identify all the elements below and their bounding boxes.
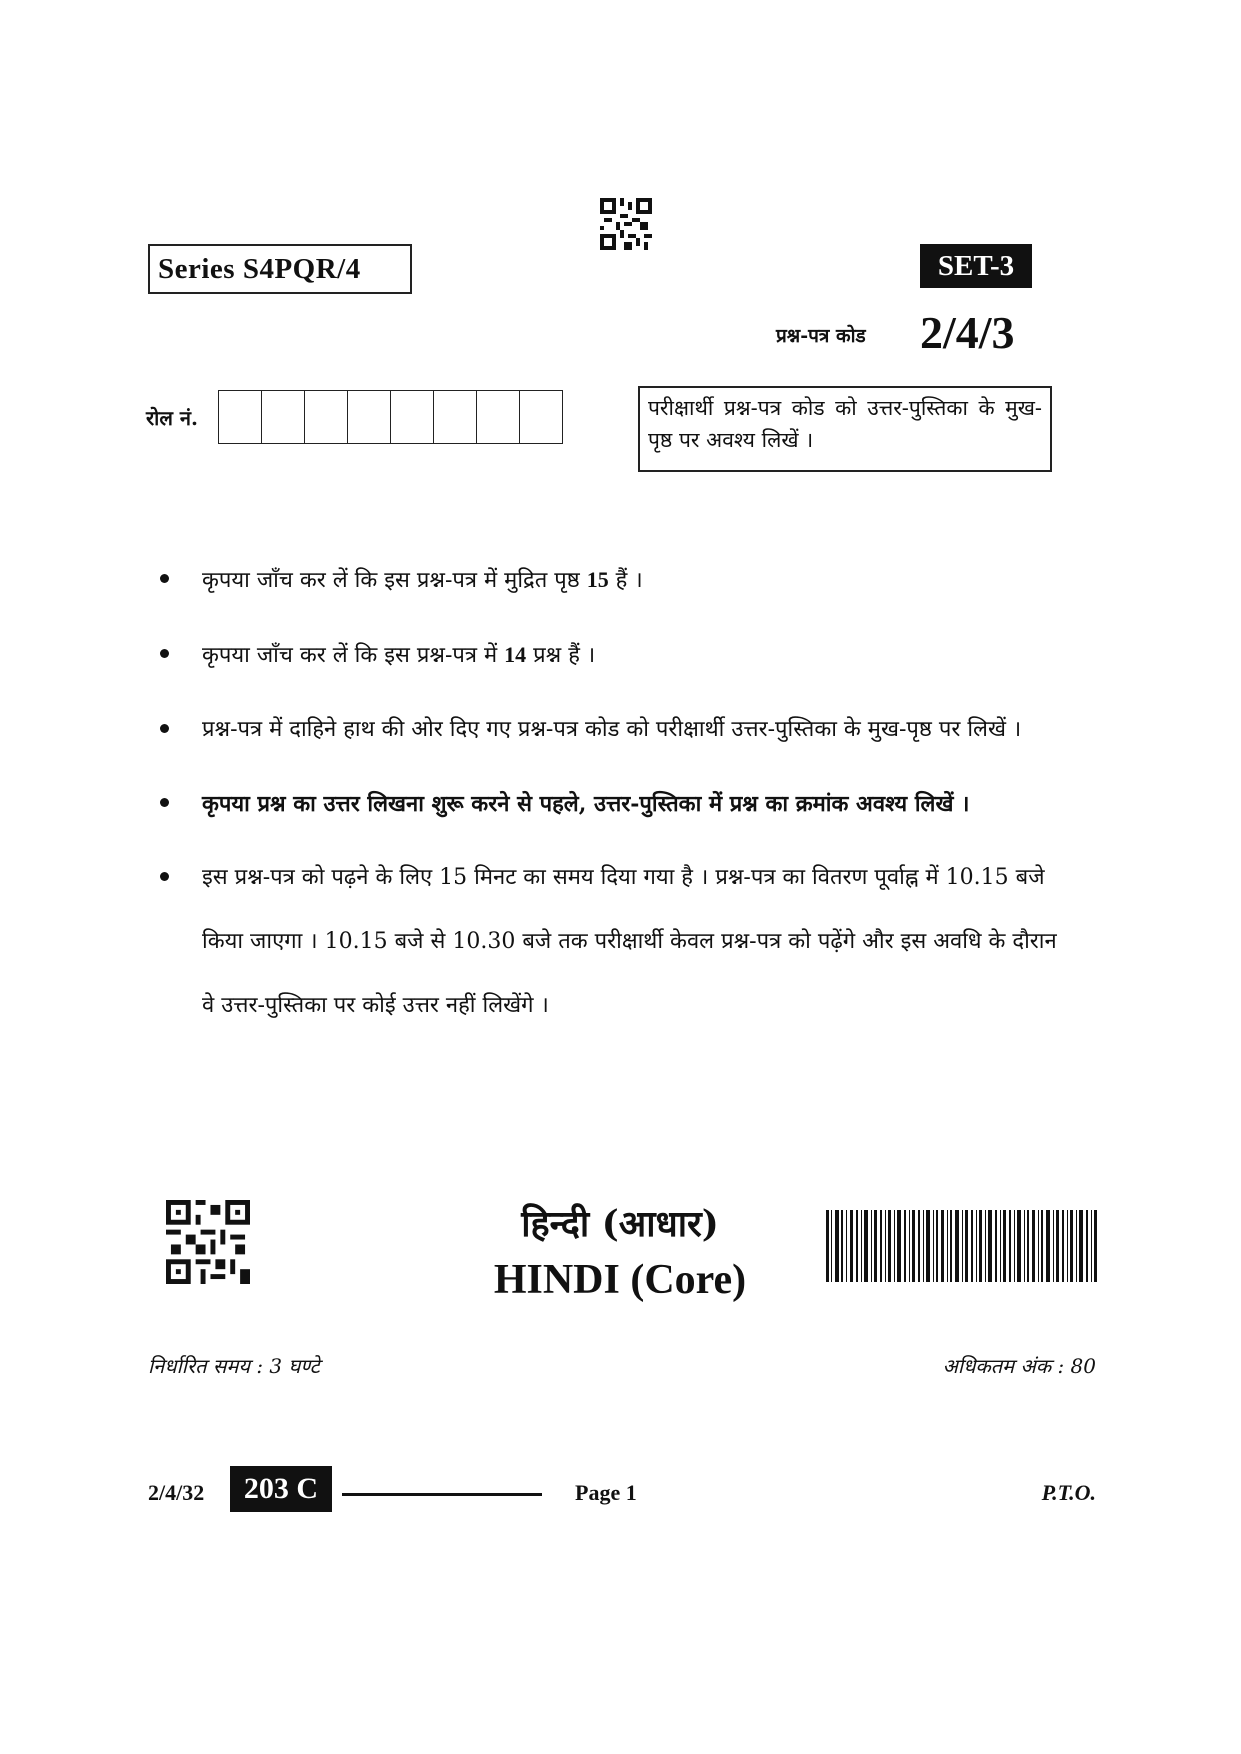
pto-label: P.T.O. bbox=[1041, 1480, 1096, 1505]
instruction-text: इस प्रश्न-पत्र को पढ़ने के लिए 15 मिनट का समय दिया गया है । प्रश्न-पत्र का वितरण पूर्वाह्न में 10.15 बजे किया जाएगा । 10.15 बजे से 10.30 बजे तक परीक्षार्थी केवल प्रश्न-पत्र को पढ़ेंगे और इस अवधि के दौरान वे उत्तर-पुस्तिका पर कोई उत्तर नहीं लिखेंगे । bbox=[202, 865, 1057, 1018]
qr-code-icon bbox=[166, 1200, 250, 1284]
subject-title-hindi: हिन्दी (आधार) bbox=[521, 1203, 719, 1245]
instruction-item bbox=[160, 548, 1075, 613]
instruction-item bbox=[160, 698, 1075, 762]
roll-digit-box[interactable] bbox=[262, 391, 305, 443]
bullet-icon bbox=[160, 872, 169, 881]
paper-code-note: परीक्षार्थी प्रश्न-पत्र कोड को उत्तर-पुस्तिका के मुख-पृष्ठ पर अवश्य लिखें । bbox=[638, 386, 1052, 472]
instruction-text: कृपया जाँच कर लें कि इस प्रश्न-पत्र में bbox=[202, 643, 505, 668]
roll-digit-box[interactable] bbox=[434, 391, 477, 443]
max-marks: अधिकतम अंक : 80 bbox=[942, 1354, 1096, 1378]
paper-code-label: प्रश्न-पत्र कोड bbox=[776, 325, 866, 347]
barcode-icon bbox=[826, 1210, 1098, 1282]
instruction-item bbox=[160, 772, 1075, 836]
instruction-text: कृपया जाँच कर लें कि इस प्रश्न-पत्र में मुद्रित पृष्ठ bbox=[202, 568, 587, 593]
footer-badge: 203 C bbox=[230, 1466, 332, 1512]
bullet-icon bbox=[160, 574, 169, 583]
roll-digit-box[interactable] bbox=[305, 391, 348, 443]
instruction-item bbox=[160, 846, 1075, 1038]
instruction-text: प्रश्न-पत्र में दाहिने हाथ की ओर दिए गए प्रश्न-पत्र कोड को परीक्षार्थी उत्तर-पुस्तिका के मुख-पृष्ठ पर लिखें । bbox=[202, 717, 1022, 742]
bullet-icon bbox=[160, 724, 169, 733]
page-count: 15 bbox=[586, 567, 609, 592]
time-allowed: निर्धारित समय : 3 घण्टे bbox=[148, 1354, 320, 1378]
page-number: Page 1 bbox=[575, 1480, 637, 1505]
instructions-list bbox=[160, 548, 1075, 1038]
roll-number-label: रोल नं. bbox=[146, 406, 198, 430]
roll-digit-box[interactable] bbox=[520, 391, 562, 443]
footer-code: 2/4/32 bbox=[148, 1480, 205, 1505]
subject-title-english: HINDI (Core) bbox=[493, 1257, 747, 1303]
qr-code-top-icon bbox=[600, 198, 652, 250]
series-label: Series S4PQR/4 bbox=[148, 244, 412, 294]
paper-code-value: 2/4/3 bbox=[920, 307, 1015, 358]
bullet-icon bbox=[160, 649, 169, 658]
instruction-text: हैं । bbox=[608, 568, 643, 593]
roll-number-boxes[interactable] bbox=[218, 390, 563, 444]
instruction-text: प्रश्न हैं । bbox=[526, 643, 596, 668]
roll-digit-box[interactable] bbox=[391, 391, 434, 443]
roll-digit-box[interactable] bbox=[219, 391, 262, 443]
bullet-icon bbox=[160, 798, 169, 807]
roll-digit-box[interactable] bbox=[348, 391, 391, 443]
instruction-text: कृपया प्रश्न का उत्तर लिखना शुरू करने से पहले, उत्तर-पुस्तिका में प्रश्न का क्रमांक अवश्य लिखें । bbox=[202, 791, 970, 817]
footer-divider bbox=[342, 1493, 542, 1496]
instruction-item bbox=[160, 623, 1075, 688]
set-badge: SET-3 bbox=[920, 244, 1032, 288]
roll-digit-box[interactable] bbox=[477, 391, 520, 443]
question-count: 14 bbox=[504, 642, 527, 667]
